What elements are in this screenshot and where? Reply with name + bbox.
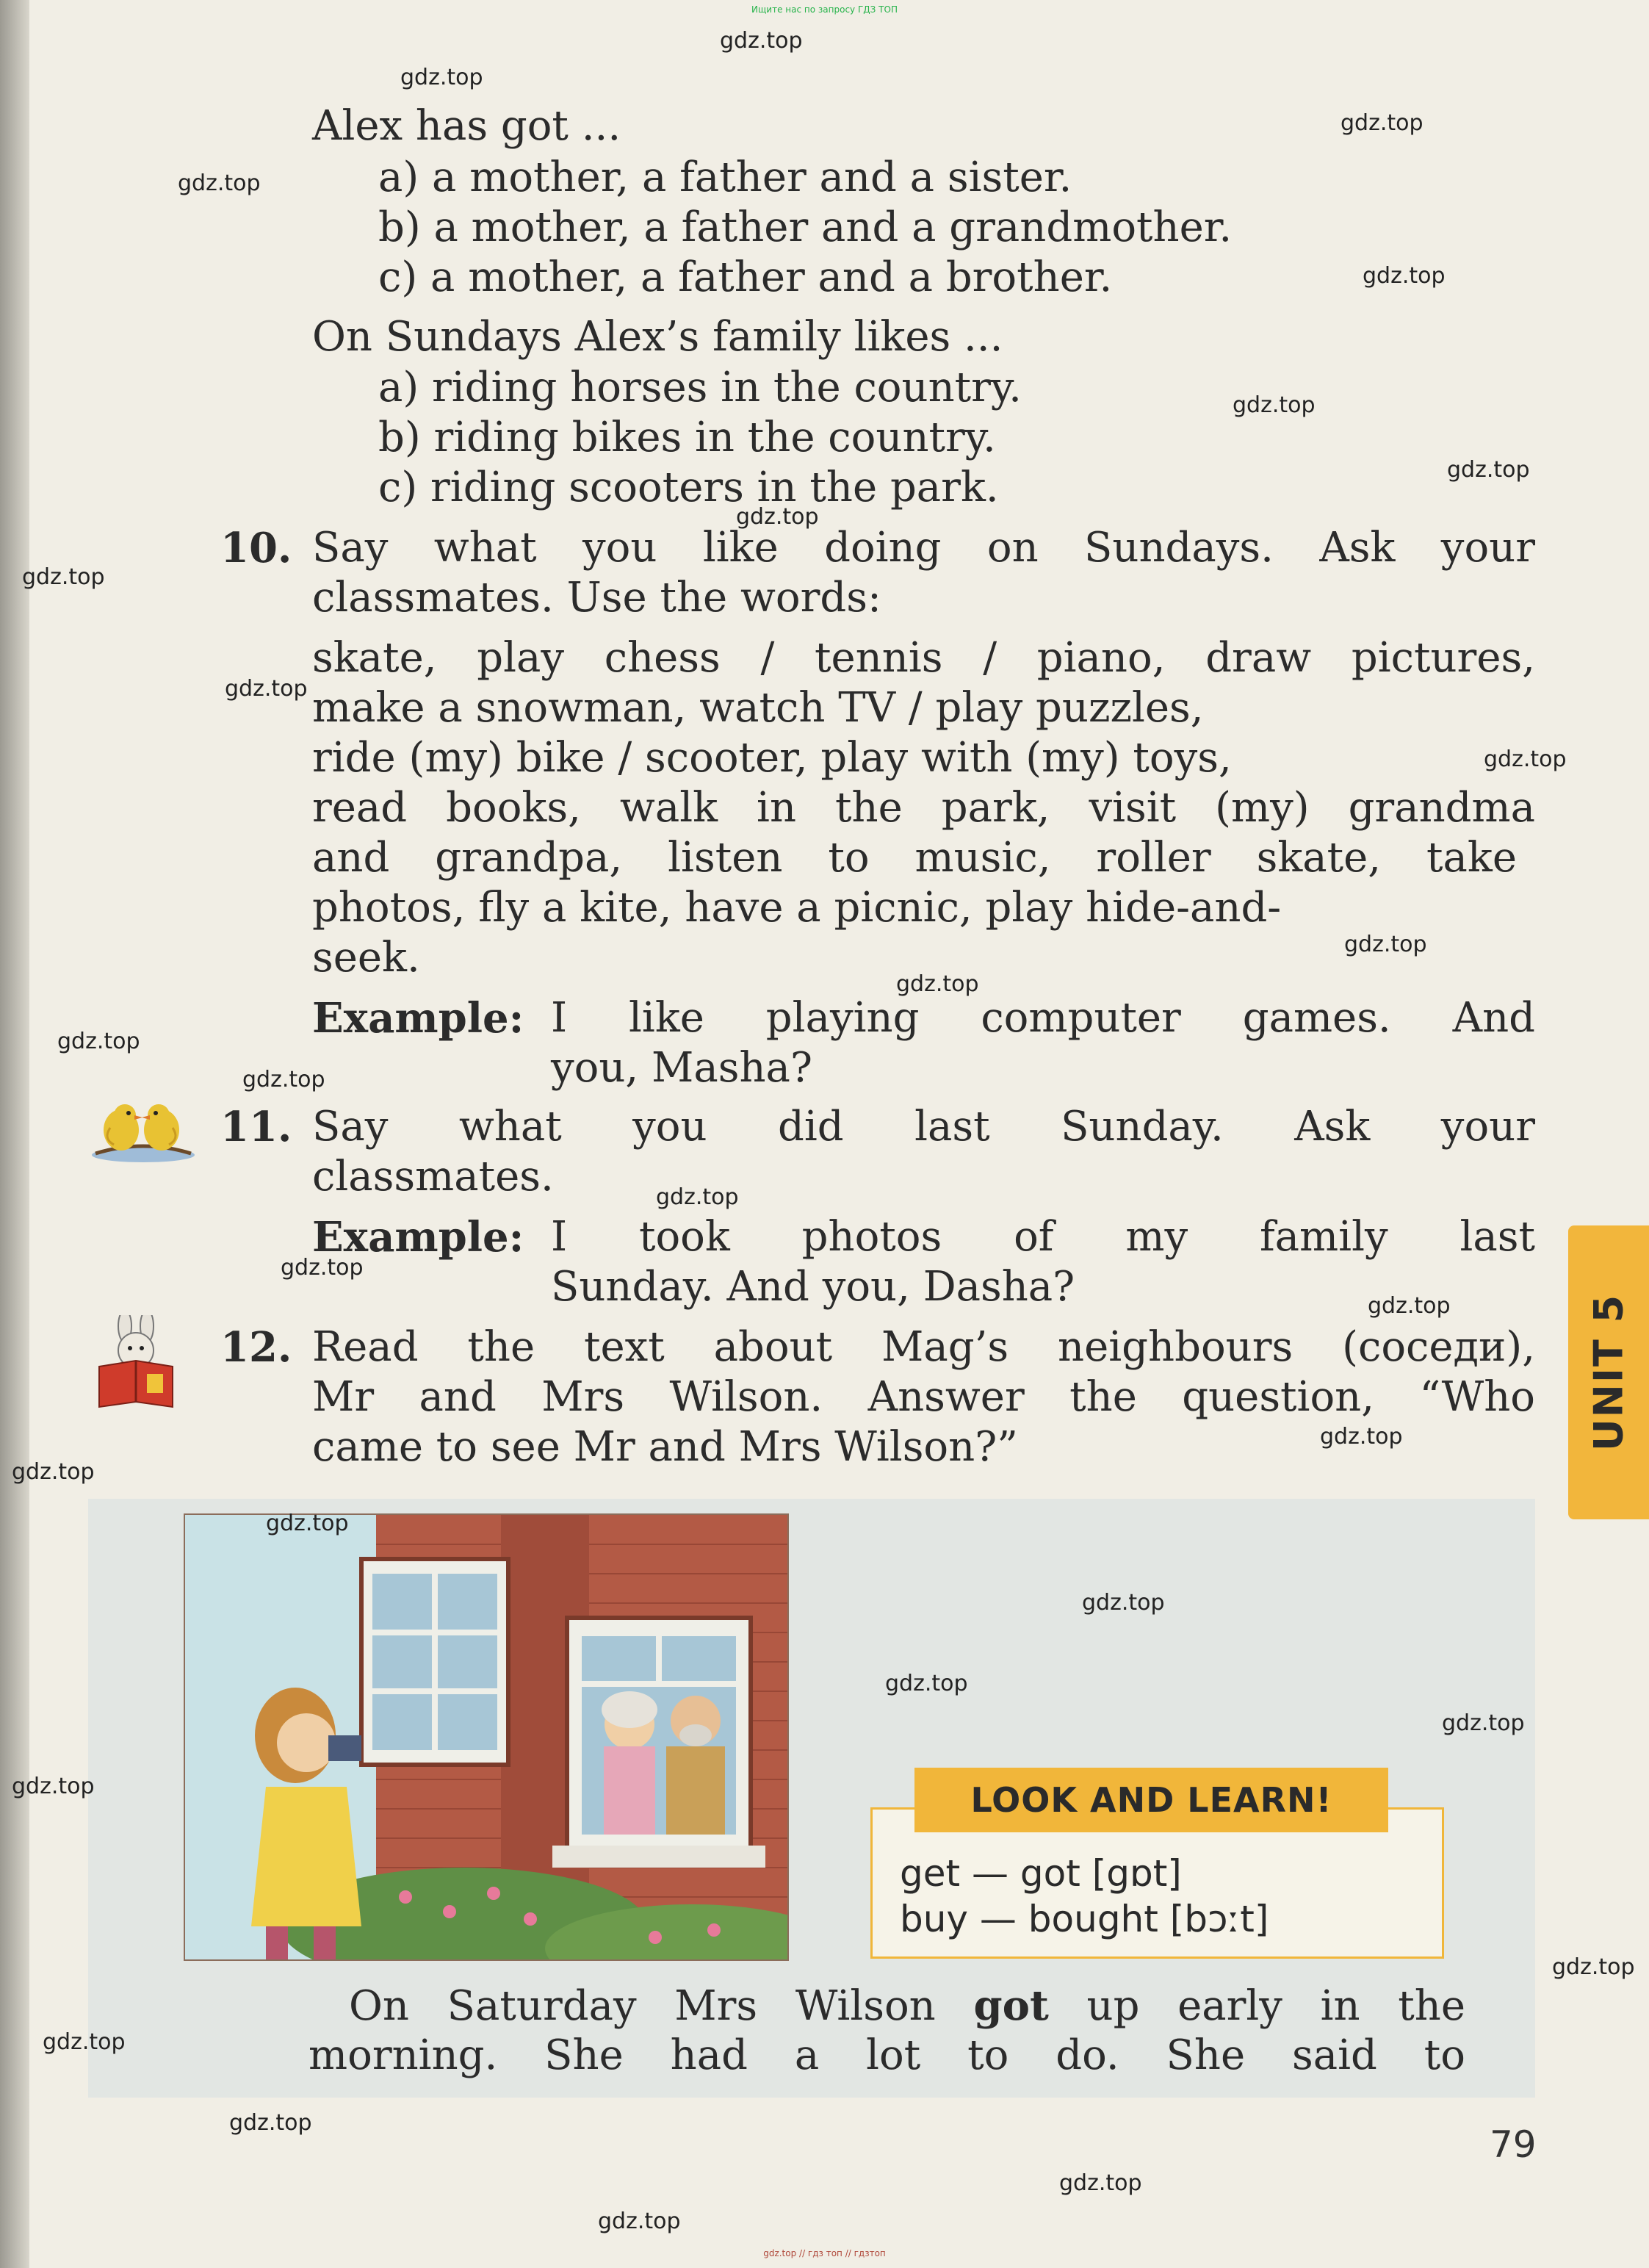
quiz-question-1: Alex has got ... <box>312 102 621 150</box>
watermark: gdz.top <box>400 65 483 90</box>
story-line-1-end: up early in the <box>1048 1982 1465 2030</box>
watermark: gdz.top <box>598 2208 681 2234</box>
exercise-12-instruction-2: Mr and Mrs Wilson. Answer the question, “Who <box>312 1373 1535 1421</box>
watermark: gdz.top <box>12 1459 95 1485</box>
exercise-10-number: 10. <box>220 524 292 572</box>
exercise-10-words-1: skate, play chess / tennis / piano, draw pictures, <box>312 634 1535 682</box>
exercise-10-words-5: and grandpa, listen to music, roller skate, take <box>312 834 1517 882</box>
watermark: gdz.top <box>266 1511 349 1536</box>
quiz-question-2: On Sundays Alex’s family likes ... <box>312 313 1003 361</box>
exercise-11-example-label: Example: <box>312 1213 524 1261</box>
story-line-1-start: On Saturday Mrs Wilson <box>349 1982 974 2030</box>
watermark: gdz.top <box>225 676 308 702</box>
story-line-1-bold-word: got <box>973 1981 1049 2030</box>
exercise-11-instruction-1: Say what you did last Sunday. Ask your <box>312 1103 1535 1151</box>
exercise-10-words-6: photos, fly a kite, have a picnic, play hide-and- <box>312 884 1282 932</box>
watermark: gdz.top <box>12 1774 95 1799</box>
look-and-learn-title: LOOK AND LEARN! <box>914 1768 1388 1832</box>
exercise-10-words-7: seek. <box>312 934 420 982</box>
watermark: gdz.top <box>1484 746 1567 772</box>
quiz-option-2a: a) riding horses in the country. <box>378 364 1022 411</box>
top-note: Ищите нас по запросу ГДЗ ТОП <box>751 4 898 15</box>
quiz-option-1b: b) a mother, a father and a grandmother. <box>378 204 1233 251</box>
exercise-12-number: 12. <box>220 1323 292 1372</box>
exercise-12-instruction-1: Read the text about Mag’s neighbours (соседи), <box>312 1323 1535 1371</box>
watermark: gdz.top <box>1368 1293 1451 1319</box>
watermark: gdz.top <box>1059 2170 1142 2196</box>
watermark: gdz.top <box>1320 1424 1403 1450</box>
exercise-11-number: 11. <box>220 1103 292 1151</box>
watermark: gdz.top <box>1363 263 1446 289</box>
story-line-2: morning. She had a lot to do. She said to <box>308 2031 1465 2079</box>
quiz-option-2b: b) riding bikes in the country. <box>378 414 996 461</box>
watermark: gdz.top <box>736 504 819 530</box>
exercise-10-instruction-1: Say what you like doing on Sundays. Ask your <box>312 524 1535 572</box>
watermark: gdz.top <box>1552 1954 1635 1980</box>
watermark: gdz.top <box>1447 457 1530 483</box>
look-and-learn-line-2: buy — bought [bɔːt] <box>900 1898 1269 1940</box>
watermark: gdz.top <box>229 2110 312 2136</box>
watermark: gdz.top <box>22 564 105 590</box>
quiz-option-1a: a) a mother, a father and a sister. <box>378 154 1072 201</box>
exercise-10-words-3: ride (my) bike / scooter, play with (my) toys, <box>312 734 1232 782</box>
watermark: gdz.top <box>896 971 979 997</box>
quiz-option-2c: c) riding scooters in the park. <box>378 464 999 511</box>
page-spine-shadow <box>0 0 29 2268</box>
exercise-11-example-1: I took photos of my family last <box>551 1213 1535 1261</box>
wilson-house-illustration <box>184 1513 789 1961</box>
exercise-10-instruction-2: classmates. Use the words: <box>312 574 881 622</box>
watermark: gdz.top <box>43 2029 126 2055</box>
watermark: gdz.top <box>656 1184 739 1210</box>
exercise-10-example-2: you, Masha? <box>551 1044 812 1092</box>
bottom-note: gdz.top // гдз топ // гдзтоп <box>763 2248 886 2258</box>
exercise-11-instruction-2: classmates. <box>312 1153 554 1200</box>
quiz-option-1c: c) a mother, a father and a brother. <box>378 253 1113 301</box>
exercise-10-words-2: make a snowman, watch TV / play puzzles, <box>312 684 1204 732</box>
watermark: gdz.top <box>281 1255 364 1281</box>
watermark: gdz.top <box>1233 392 1316 418</box>
exercise-10-words-4: read books, walk in the park, visit (my) grandma <box>312 784 1535 832</box>
story-line-1 <box>349 1981 1465 2031</box>
watermark: gdz.top <box>1082 1590 1165 1616</box>
exercise-12-instruction-3: came to see Mr and Mrs Wilson?” <box>312 1423 1018 1471</box>
unit-tab-label: UNIT 5 <box>1585 1293 1632 1452</box>
look-and-learn-line-1: get — got [gɒt] <box>900 1852 1182 1895</box>
birds-pair-icon <box>88 1095 198 1164</box>
watermark: gdz.top <box>1344 932 1427 957</box>
watermark: gdz.top <box>242 1067 325 1092</box>
unit-tab <box>1568 1225 1649 1519</box>
watermark: gdz.top <box>1341 110 1424 136</box>
page-number: 79 <box>1490 2123 1537 2166</box>
watermark: gdz.top <box>1442 1710 1525 1736</box>
watermark: gdz.top <box>885 1671 968 1696</box>
exercise-10-example-1: I like playing computer games. And <box>551 994 1535 1042</box>
watermark: gdz.top <box>720 28 803 54</box>
rabbit-reading-book-icon <box>92 1315 180 1411</box>
exercise-10-example-label: Example: <box>312 994 524 1043</box>
exercise-11-example-2: Sunday. And you, Dasha? <box>551 1263 1075 1311</box>
watermark: gdz.top <box>178 170 261 196</box>
watermark: gdz.top <box>57 1029 140 1054</box>
